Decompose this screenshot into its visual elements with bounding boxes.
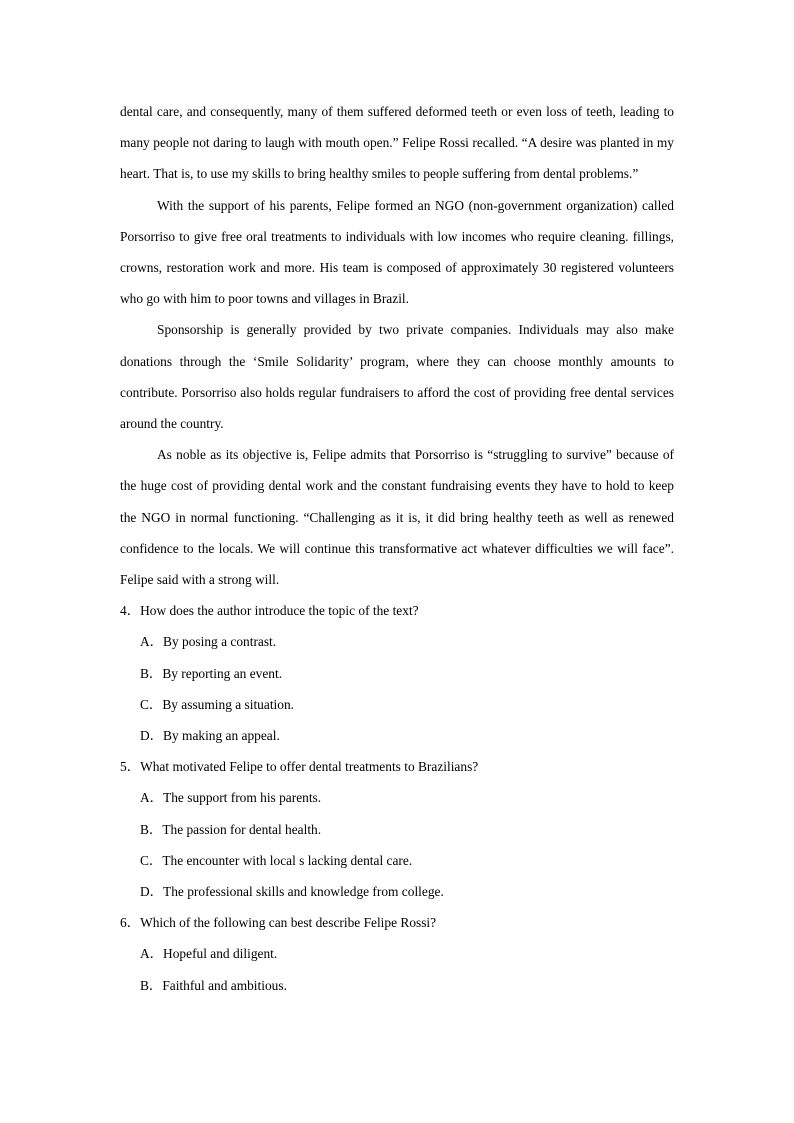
option-b: B．By reporting an event. (140, 665, 283, 681)
passage-paragraph-4: As noble as its objective is, Felipe admits that Porsorriso is “struggling to survive” because of the huge cost of providing dental work and the constant fundraising events they have to hold to keep the NGO in normal functioning. “Challenging as it is, it did bring healthy teeth as well as renewed confidence to the locals. We will continue this transformative act whatever difficulties we will face”. Felipe said with a strong will. (120, 447, 674, 588)
option-a: A．The support from his parents. (140, 790, 322, 806)
question-text: Which of the following can best describe Felipe Rossi? (140, 915, 437, 931)
option-d: D．By making an appeal. (140, 728, 280, 744)
option-b: B．The passion for dental health. (140, 821, 322, 837)
question-5 (120, 751, 674, 907)
passage-paragraph-1: dental care, and consequently, many of them suffered deformed teeth or even loss of teeth, leading to many people not daring to laugh with mouth open.” Felipe Rossi recalled. “A desire was planted in my heart. That is, to use my skills to bring healthy smiles to people suffering from dental problems.” (120, 104, 674, 182)
question-stem (120, 751, 674, 782)
question-text: What motivated Felipe to offer dental treatments to Brazilians? (140, 759, 479, 775)
option-d: D．The professional skills and knowledge from college. (140, 884, 444, 900)
question-4 (120, 595, 674, 751)
option-a: A．By posing a contrast. (140, 634, 277, 650)
question-number: 6． (120, 915, 141, 931)
question-stem (120, 907, 674, 938)
option-c: C．The encounter with local s lacking dental care. (140, 852, 413, 868)
option-a: A．Hopeful and diligent. (140, 946, 278, 962)
question-stem (120, 595, 674, 626)
document-page (120, 96, 674, 1001)
question-number: 4． (120, 603, 141, 619)
option-c: C．By assuming a situation. (140, 696, 294, 712)
question-6 (120, 907, 674, 1001)
passage-paragraph-2: With the support of his parents, Felipe formed an NGO (non-government organization) called Porsorriso to give free oral treatments to individuals with low incomes who require cleaning. fillings, crowns, restoration work and more. His team is composed of approximately 30 registered volunteers who go with him to poor towns and villages in Brazil. (120, 197, 674, 307)
question-number: 5． (120, 759, 141, 775)
option-b: B．Faithful and ambitious. (140, 977, 287, 993)
passage-paragraph-3: Sponsorship is generally provided by two private companies. Individuals may also make donations through the ‘Smile Solidarity’ program, where they can choose monthly amounts to contribute. Porsorriso also holds regular fundraisers to afford the cost of providing free dental services around the country. (120, 322, 674, 432)
question-text: How does the author introduce the topic of the text? (140, 603, 419, 619)
